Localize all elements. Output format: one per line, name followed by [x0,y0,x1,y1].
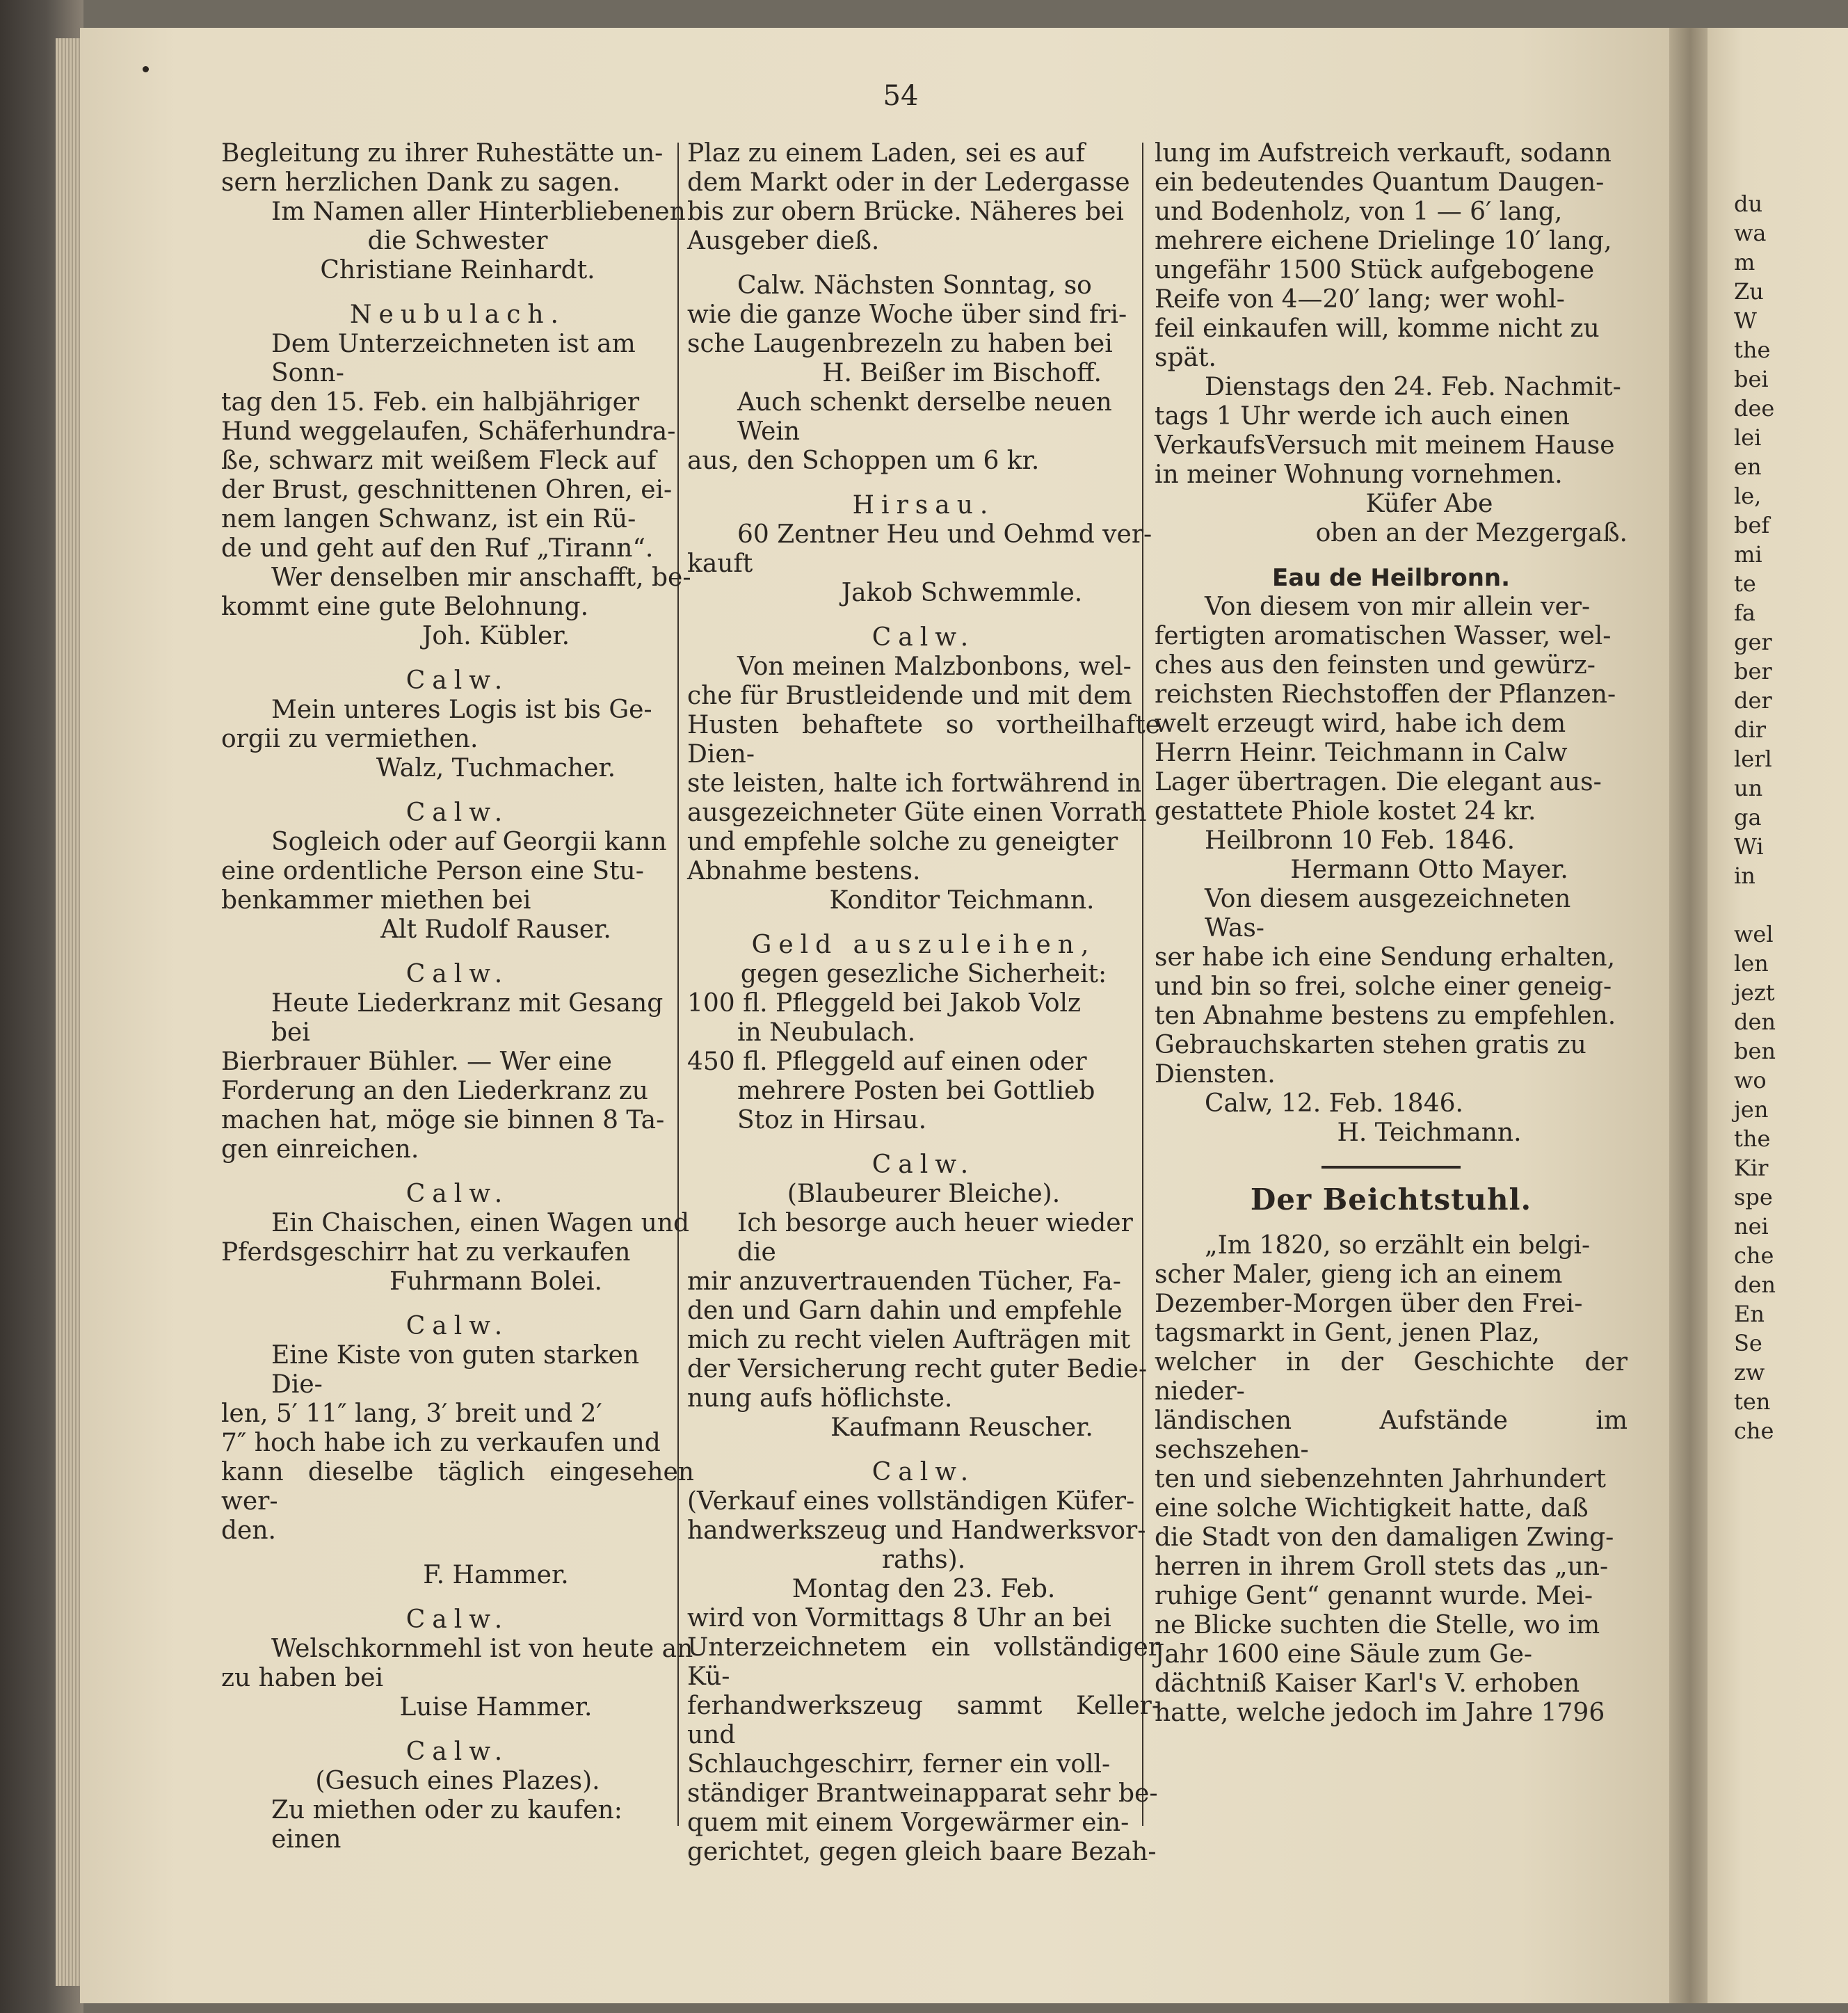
text-line: sern herzlichen Dank zu sagen. [221,168,620,197]
text-line: Konditor Teichmann. [829,886,1095,915]
fragment-word: in [1734,863,1755,889]
text-line: Herrn Heinr. Teichmann in Calw [1155,739,1568,767]
text-line: Walz, Tuchmacher. [376,754,616,783]
text-line: ches aus den feinsten und gewürz- [1155,651,1596,680]
text-line: Montag den 23. Feb. [792,1575,1056,1603]
text-line: Eine Kiste von guten starken Die- [271,1341,640,1399]
text-line: Wer denselben mir anschafft, be- [271,563,691,592]
text-line: eine ordentliche Person eine Stu- [221,857,644,885]
text-line: Abnahme bestens. [687,857,921,885]
text-line: ten Abnahme bestens zu empfehlen. [1155,1002,1616,1030]
fragment-word: jen [1734,1096,1769,1123]
fragment-word: lerl [1734,746,1772,772]
article-line: scher Maler, gieng ich an einem [1155,1260,1563,1289]
text-line: Calw. [871,1150,976,1179]
fragment-word: Wi [1734,833,1764,860]
text-line: gestattete Phiole kostet 24 kr. [1155,797,1536,826]
text-line: Hermann Otto Mayer. [1290,856,1568,884]
text-line: Geld auszuleihen, [751,931,1096,959]
text-line: Welschkornmehl ist von heute an [271,1635,693,1663]
column-1 [221,139,694,1948]
fragment-word: mi [1734,541,1762,568]
text-line: orgii zu vermiethen. [221,725,479,753]
text-line: Bierbrauer Bühler. — Wer eine [221,1048,612,1076]
text-line: Auch schenkt derselbe neuen Wein [737,388,1112,446]
text-line: in meiner Wohnung vornehmen. [1155,460,1563,489]
next-page-edge [1708,28,1848,2003]
text-line: Calw. [871,1458,976,1486]
text-line: H. Beißer im Bischoff. [822,359,1102,387]
text-line: Kaufmann Reuscher. [830,1413,1093,1442]
text-line: Stoz in Hirsau. [737,1106,927,1134]
text-line: Calw. [405,1738,510,1766]
text-line: Eau de Heilbronn. [1271,564,1511,592]
text-line: nung aufs höflichste. [687,1384,953,1413]
text-line: Begleitung zu ihrer Ruhestätte un- [221,139,664,168]
text-line: Diensten. [1155,1060,1276,1089]
article-separator [1321,1166,1461,1169]
text-line: Calw, 12. Feb. 1846. [1205,1089,1463,1118]
text-line: Heute Liederkranz mit Gesang bei [271,989,664,1047]
text-line: Dienstags den 24. Feb. Nachmit- [1205,373,1621,401]
text-line: mich zu recht vielen Aufträgen mit [687,1326,1131,1354]
book-gutter [1669,28,1711,2003]
fragment-word: du [1734,191,1763,217]
text-line: 60 Zentner Heu und Oehmd ver- [737,520,1152,549]
text-line: und empfehle solche zu geneigter [687,828,1118,856]
next-page-fragments [1734,189,1848,1445]
fragment-word: W [1734,307,1757,334]
article-line: Jahr 1600 eine Säule zum Ge- [1155,1640,1533,1669]
text-line: Reife von 4—20′ lang; wer wohl- [1155,285,1565,314]
text-line: ausgezeichneter Güte einen Vorrath [687,799,1147,827]
text-line: bis zur obern Brücke. Näheres bei [687,198,1124,226]
text-line: ße, schwarz mit weißem Fleck auf [221,447,657,475]
text-line: Von diesem ausgezeichneten Was- [1205,885,1571,943]
text-line: Jakob Schwemmle. [841,579,1083,607]
text-line: mir anzuvertrauenden Tücher, Fa- [687,1267,1121,1296]
article-line: ruhige Gent“ genannt wurde. Mei- [1155,1582,1593,1610]
text-line: tag den 15. Feb. ein halbjähriger [221,388,640,417]
fragment-word: ger [1734,629,1772,655]
fragment-word: fa [1734,600,1755,626]
text-line: Luise Hammer. [399,1693,593,1722]
article-line: eine solche Wichtigkeit hatte, daß [1155,1494,1589,1523]
text-line: che für Brustleidende und mit dem [687,682,1132,710]
text-line: Im Namen aller Hinterbliebenen [271,198,686,226]
text-line: Mein unteres Logis ist bis Ge- [271,696,652,724]
article-title: Der Beichtstuhl. [1250,1182,1532,1217]
text-line: ständiger Brantweinapparat sehr be- [687,1779,1158,1808]
text-line: Ich besorge auch heuer wieder die [737,1209,1133,1267]
text-line: 450 fl. Pfleggeld auf einen oder [687,1048,1087,1076]
text-line: Calw. Nächsten Sonntag, so [737,271,1092,300]
text-line: Ausgeber dieß. [687,227,880,255]
text-line: ferhandwerkszeug sammt Keller- und [687,1692,1160,1749]
text-line: gen einreichen. [221,1135,419,1164]
text-line: nem langen Schwanz, ist ein Rü- [221,505,636,534]
text-line: F. Hammer. [423,1561,569,1589]
text-line: Unterzeichnetem ein vollständiger Kü- [687,1633,1160,1691]
article-line: hatte, welche jedoch im Jahre 1796 [1155,1699,1605,1727]
fragment-word: wa [1734,220,1767,246]
text-line: mehrere Posten bei Gottlieb [737,1077,1095,1105]
fragment-word: che [1734,1242,1774,1269]
fragment-word: En [1734,1301,1765,1327]
text-line: in Neubulach. [737,1018,916,1047]
text-line: quem mit einem Vorgewärmer ein- [687,1809,1130,1837]
text-line: de und geht auf den Ruf „Tirann“. [221,534,654,563]
fragment-word: te [1734,570,1756,597]
fragment-word: un [1734,775,1763,801]
column-3 [1155,139,1628,1948]
fragment-word: nei [1734,1213,1769,1240]
text-line: (Verkauf eines vollständigen Küfer- [687,1487,1135,1516]
fragment-word: den [1734,1272,1776,1298]
text-line: und bin so frei, solche einer geneig- [1155,972,1612,1001]
article-line: die Stadt von den damaligen Zwing- [1155,1523,1614,1552]
text-line: Sogleich oder auf Georgii kann [271,828,667,856]
text-line: Gebrauchskarten stehen gratis zu [1155,1031,1586,1059]
text-line: wie die ganze Woche über sind fri- [687,300,1127,329]
fragment-word: che [1734,1418,1774,1444]
text-line: die Schwester [367,227,548,255]
fragment-word: en [1734,454,1762,480]
text-line: Zu miethen oder zu kaufen: einen [271,1796,622,1854]
fragment-word: the [1734,1125,1771,1152]
fragment-word: den [1734,1009,1776,1035]
text-line: lung im Aufstreich verkauft, sodann [1155,139,1612,168]
fragment-word: Zu [1734,278,1764,305]
text-line: Fuhrmann Bolei. [389,1267,602,1296]
text-line: Schlauchgeschirr, ferner ein voll- [687,1750,1111,1779]
text-line: gerichtet, gegen gleich baare Bezah- [687,1838,1157,1866]
text-line: ste leisten, halte ich fortwährend in [687,769,1142,798]
article-line: tagsmarkt in Gent, jenen Plaz, [1155,1319,1540,1347]
ink-dot [143,66,149,72]
fragment-word: the [1734,337,1771,363]
text-line: der Versicherung recht guter Bedie- [687,1355,1148,1384]
text-line: Lager übertragen. Die elegant aus- [1155,768,1602,796]
text-line: spät. [1155,344,1216,372]
fragment-word: dee [1734,395,1775,422]
article-line: Dezember-Morgen über den Frei- [1155,1290,1583,1318]
text-line: der Brust, geschnittenen Ohren, ei- [221,476,673,504]
text-line: Forderung an den Liederkranz zu [221,1077,648,1105]
text-line: Hund weggelaufen, Schäferhundra- [221,417,676,446]
text-line: Von meinen Malzbonbons, wel- [737,652,1132,681]
article-line: herren in ihrem Groll stets das „un- [1155,1553,1609,1581]
fragment-word: ga [1734,804,1762,831]
article-line: ländischen Aufstände im sechszehen- [1155,1406,1628,1464]
text-line: Neubulach. [350,300,565,329]
text-line: feil einkaufen will, komme nicht zu [1155,314,1600,343]
text-line: kauft [687,550,753,578]
text-line: Von diesem von mir allein ver- [1205,593,1591,621]
text-line: mehrere eichene Drielinge 10′ lang, [1155,227,1612,255]
text-line: aus, den Schoppen um 6 kr. [687,447,1040,475]
fragment-word: wel [1734,921,1774,947]
text-line: dem Markt oder in der Ledergasse [687,168,1130,197]
fragment-word: ben [1734,1038,1776,1064]
fragment-word: Kir [1734,1155,1769,1181]
text-line: ser habe ich eine Sendung erhalten, [1155,943,1616,972]
page-number: 54 [883,80,919,112]
fragment-word: wo [1734,1067,1767,1093]
text-line: Husten behaftete so vortheilhafte Dien- [687,711,1160,769]
article-line: welcher in der Geschichte der nieder- [1155,1348,1628,1406]
fragment-word: lei [1734,424,1762,451]
text-line: benkammer miethen bei [221,886,531,915]
fragment-word: Se [1734,1330,1762,1356]
text-line: tags 1 Uhr werde ich auch einen [1155,402,1570,431]
text-line: Plaz zu einem Laden, sei es auf [687,139,1085,168]
article-line: ne Blicke suchten die Stelle, wo im [1155,1611,1600,1639]
fragment-word: spe [1734,1184,1773,1210]
text-line: und Bodenholz, von 1 — 6′ lang, [1155,198,1563,226]
text-line: Joh. Kübler. [421,622,570,650]
fragment-word: le, [1734,483,1762,509]
text-line: gegen gesezliche Sicherheit: [740,960,1107,988]
text-line: zu haben bei [221,1664,384,1692]
text-line: Christiane Reinhardt. [320,256,595,284]
text-line: machen hat, möge sie binnen 8 Ta- [221,1106,665,1134]
text-line: welt erzeugt wird, habe ich dem [1155,709,1566,738]
text-line: handwerkszeug und Handwerksvor- [687,1516,1146,1545]
text-line: Pferdsgeschirr hat zu verkaufen [221,1238,631,1267]
fragment-word: bei [1734,366,1769,392]
text-line: Calw. [405,960,510,988]
text-line: Ein Chaischen, einen Wagen und [271,1209,689,1237]
text-line: ein bedeutendes Quantum Daugen- [1155,168,1605,197]
article-line: dächtniß Kaiser Karl's V. erhoben [1155,1669,1580,1698]
fragment-word: len [1734,950,1769,977]
text-line: den und Garn dahin und empfehle [687,1297,1123,1325]
text-line: ungefähr 1500 Stück aufgebogene [1155,256,1595,284]
fragment-word: ber [1734,658,1772,684]
text-line: Calw. [405,1312,510,1340]
text-line: (Blaubeurer Bleiche). [787,1180,1061,1208]
text-line: kommt eine gute Belohnung. [221,593,589,621]
text-line: wird von Vormittags 8 Uhr an bei [687,1604,1111,1633]
article-line: „Im 1820, so erzählt ein belgi- [1205,1231,1591,1260]
text-line: Calw. [405,1180,510,1208]
text-line: kann dieselbe täglich eingesehen wer- [221,1458,694,1516]
text-line: raths). [881,1546,966,1574]
text-line: Dem Unterzeichneten ist am Sonn- [271,330,636,387]
fragment-word [1734,890,1848,920]
text-line: fertigten aromatischen Wasser, wel- [1155,622,1612,650]
fragment-word: der [1734,687,1772,714]
text-line: VerkaufsVersuch mit meinem Hause [1155,431,1615,460]
article-line: ten und siebenzehnten Jahrhundert [1155,1465,1607,1493]
text-line: 100 fl. Pfleggeld bei Jakob Volz [687,989,1082,1018]
text-line: oben an der Mezgergaß. [1315,519,1628,547]
text-line: 7″ hoch habe ich zu verkaufen und [221,1429,661,1457]
text-line: Calw. [405,1605,510,1634]
fragment-word: bef [1734,512,1770,538]
fragment-word: m [1734,249,1755,275]
text-line: Hirsau. [852,491,995,520]
page-edges [56,38,83,1986]
fragment-word: dir [1734,716,1767,743]
text-line: Alt Rudolf Rauser. [380,915,611,944]
article-spacer [1155,1214,1628,1231]
column-2 [687,139,1160,1948]
text-line: len, 5′ 11″ lang, 3′ breit und 2′ [221,1400,602,1428]
text-line: Heilbronn 10 Feb. 1846. [1205,826,1516,855]
text-line: Calw. [871,623,976,652]
text-line: Küfer Abe [1365,490,1493,518]
text-line: H. Teichmann. [1337,1118,1522,1147]
text-line: reichsten Riechstoffen der Pflanzen- [1155,680,1616,709]
text-line: den. [221,1516,276,1545]
text-line: Calw. [405,799,510,827]
text-line: sche Laugenbrezeln zu haben bei [687,330,1113,358]
fragment-word: ten [1734,1388,1771,1415]
text-line: (Gesuch eines Plazes). [315,1767,600,1795]
fragment-word: jezt [1734,979,1775,1006]
text-line: Calw. [405,666,510,695]
fragment-word: zw [1734,1359,1765,1386]
